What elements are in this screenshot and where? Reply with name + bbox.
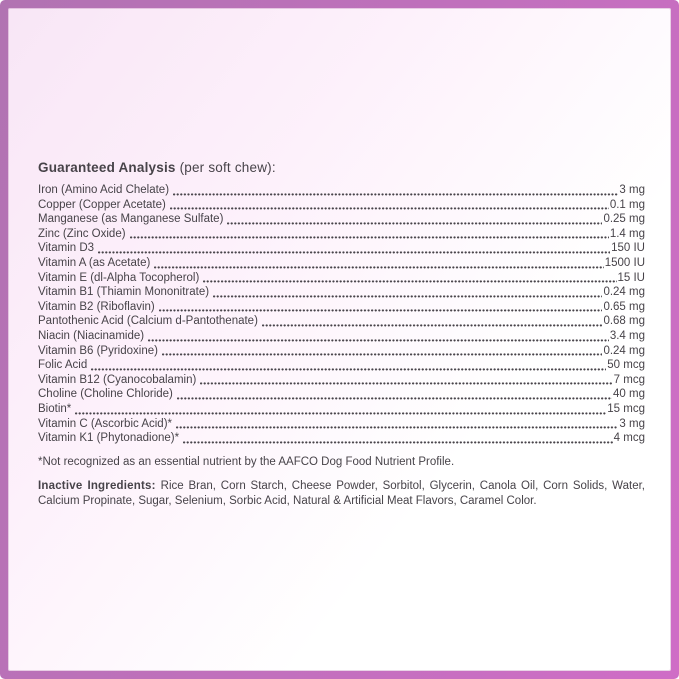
dot-leader [162, 353, 602, 356]
analysis-row [38, 344, 645, 359]
analysis-row [38, 198, 645, 213]
nutrient-amount: 3 mg [619, 184, 645, 196]
analysis-table [38, 183, 645, 446]
nutrient-name: Copper (Copper Acetate) [38, 198, 166, 211]
nutrient-amount: 50 mcg [607, 359, 645, 372]
nutrient-name: Vitamin C (Ascorbic Acid)* [38, 417, 172, 430]
inactive-ingredients-label: Inactive Ingredients: [38, 479, 161, 492]
dot-leader [98, 251, 610, 254]
nutrient-name: Vitamin D3 [38, 242, 95, 255]
nutrient-amount: 3.4 mg [609, 329, 645, 342]
nutrient-amount: 0.65 mg [603, 300, 645, 313]
analysis-row [38, 271, 645, 286]
dot-leader [176, 426, 618, 429]
dot-leader [75, 412, 606, 415]
inactive-ingredients-text: Rice Bran, Corn Starch, Cheese Powder, Sorbitol, Glycerin, Canola Oil, Corn Solids, Water, Calcium Propinate, Sugar, Selenium, Sorbic Acid, Natural & Artificial Meat Flavors, Caramel Color. [38, 479, 645, 508]
dot-leader [170, 207, 609, 210]
nutrient-amount: 3 mg [619, 417, 645, 430]
dot-leader [200, 382, 612, 385]
nutrient-amount: 7 mcg [613, 373, 645, 386]
analysis-row [38, 417, 645, 432]
dot-leader [213, 295, 602, 298]
nutrient-name: Pantothenic Acid (Calcium d-Pantothenate) [38, 315, 258, 328]
analysis-row [38, 329, 645, 344]
analysis-row [38, 183, 645, 198]
aafco-footnote: *Not recognized as an essential nutrient by the AAFCO Dog Food Nutrient Profile. [38, 455, 455, 468]
nutrient-amount: 1500 IU [604, 256, 645, 269]
analysis-row [38, 387, 645, 402]
nutrient-amount: 1.4 mg [609, 227, 645, 240]
analysis-row [38, 256, 645, 271]
dot-leader [154, 266, 603, 269]
dot-leader [130, 236, 609, 239]
nutrient-name: Vitamin K1 (Phytonadione)* [38, 432, 180, 445]
analysis-row [38, 431, 645, 446]
nutrient-name: Vitamin A (as Acetate) [38, 256, 151, 269]
guaranteed-analysis-header [38, 159, 645, 177]
dot-leader [262, 324, 603, 327]
nutrient-name: Iron (Amino Acid Chelate) [38, 184, 170, 196]
nutrient-name: Folic Acid [38, 359, 88, 372]
analysis-row [38, 373, 645, 388]
nutrient-amount: 0.24 mg [603, 286, 645, 299]
analysis-row [38, 241, 645, 256]
dot-leader [177, 397, 612, 400]
label-panel [8, 8, 671, 671]
nutrient-name: Vitamin B6 (Pyridoxine) [38, 344, 158, 357]
nutrient-name: Biotin* [38, 402, 72, 415]
nutrient-amount: 15 IU [617, 271, 645, 284]
nutrient-amount: 40 mg [613, 388, 645, 401]
nutrient-name: Vitamin E (dl-Alpha Tocopherol) [38, 271, 200, 284]
dot-leader [91, 368, 606, 371]
per-soft-chew-note: (per soft chew): [179, 160, 276, 175]
inactive-ingredients [38, 479, 645, 510]
nutrient-amount: 0.1 mg [609, 198, 645, 211]
analysis-row [38, 358, 645, 373]
nutrient-name: Manganese (as Manganese Sulfate) [38, 213, 224, 226]
nutrient-amount: 15 mcg [607, 402, 645, 415]
analysis-row [38, 402, 645, 417]
nutrient-name: Zinc (Zinc Oxide) [38, 227, 126, 240]
analysis-row [38, 300, 645, 315]
dot-leader [227, 222, 602, 225]
nutrient-name: Vitamin B12 (Cyanocobalamin) [38, 373, 197, 386]
dot-leader [183, 441, 613, 444]
dot-leader [203, 280, 616, 283]
nutrient-name: Niacin (Niacinamide) [38, 329, 145, 342]
nutrient-amount: 0.24 mg [603, 344, 645, 357]
dot-leader [173, 193, 618, 196]
nutrient-amount: 0.25 mg [603, 213, 645, 226]
analysis-row [38, 314, 645, 329]
label-content [8, 8, 671, 510]
analysis-row [38, 285, 645, 300]
nutrient-name: Choline (Choline Chloride) [38, 388, 173, 401]
analysis-row [38, 212, 645, 227]
dot-leader [148, 339, 609, 342]
guaranteed-analysis-title: Guaranteed Analysis [38, 160, 176, 175]
nutrient-amount: 4 mcg [613, 432, 645, 445]
nutrient-amount: 0.68 mg [603, 315, 645, 328]
analysis-row [38, 227, 645, 242]
nutrient-name: Vitamin B2 (Riboflavin) [38, 300, 155, 313]
nutrient-name: Vitamin B1 (Thiamin Mononitrate) [38, 286, 210, 299]
nutrient-amount: 150 IU [611, 242, 645, 255]
dot-leader [159, 309, 603, 312]
